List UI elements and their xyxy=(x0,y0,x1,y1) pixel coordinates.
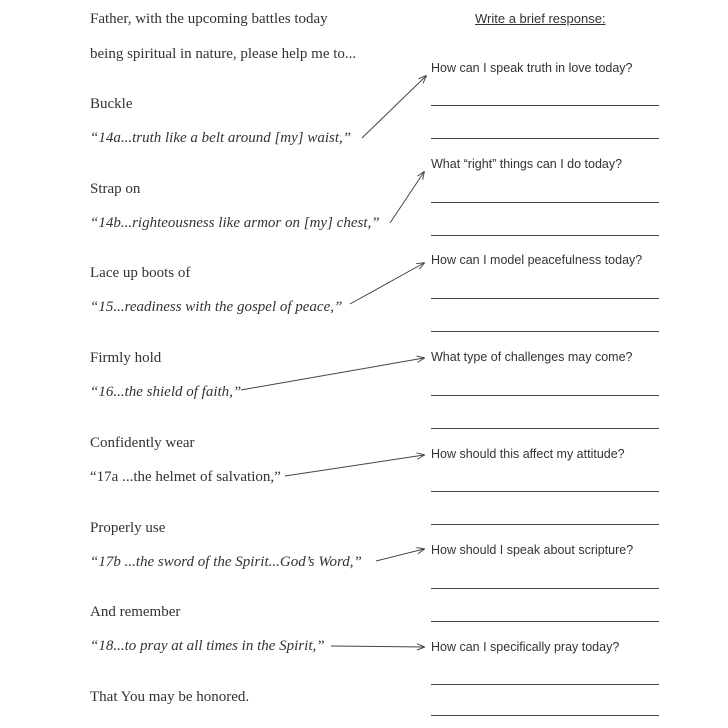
response-line-3b[interactable] xyxy=(431,331,659,332)
verse-16: “16...the shield of faith,” xyxy=(90,384,242,400)
arrow-7 xyxy=(331,646,424,647)
question-3: How can I model peacefulness today? xyxy=(431,253,643,267)
action-strap-on: Strap on xyxy=(90,181,141,197)
response-line-2a[interactable] xyxy=(431,202,659,203)
action-firmly-hold: Firmly hold xyxy=(90,350,162,366)
verse-14b: “14b...righteousness like armor on [my] chest,” xyxy=(90,215,380,231)
response-line-6a[interactable] xyxy=(431,588,659,589)
question-5: How should this affect my attitude? xyxy=(431,447,625,461)
question-1: How can I speak truth in love today? xyxy=(431,61,633,75)
response-line-1a[interactable] xyxy=(431,105,659,106)
response-line-7b[interactable] xyxy=(431,715,659,716)
verse-18: “18...to pray at all times in the Spirit,” xyxy=(90,638,325,654)
response-line-5a[interactable] xyxy=(431,491,659,492)
verse-15: “15...readiness with the gospel of peace,” xyxy=(90,299,343,315)
question-6: How should I speak about scripture? xyxy=(431,543,634,557)
response-heading: Write a brief response: xyxy=(475,11,606,26)
response-line-2b[interactable] xyxy=(431,235,659,236)
arrow-3 xyxy=(350,263,424,304)
question-7: How can I specifically pray today? xyxy=(431,640,620,654)
arrow-6 xyxy=(376,549,424,561)
action-confidently-wear: Confidently wear xyxy=(90,435,195,451)
intro-line-1: Father, with the upcoming battles today xyxy=(90,11,328,27)
response-line-3a[interactable] xyxy=(431,298,659,299)
response-line-5b[interactable] xyxy=(431,524,659,525)
arrow-5 xyxy=(285,455,424,476)
verse-17a: “17a ...the helmet of salvation,” xyxy=(90,469,281,485)
closing-line: That You may be honored. xyxy=(90,689,250,705)
arrow-1 xyxy=(362,76,426,138)
intro-line-2: being spiritual in nature, please help me to... xyxy=(90,46,357,62)
action-buckle: Buckle xyxy=(90,96,133,112)
response-line-7a[interactable] xyxy=(431,684,659,685)
arrow-2 xyxy=(390,172,424,223)
response-line-6b[interactable] xyxy=(431,621,659,622)
question-2: What “right” things can I do today? xyxy=(431,157,623,171)
action-properly-use: Properly use xyxy=(90,520,166,536)
response-line-4b[interactable] xyxy=(431,428,659,429)
response-line-4a[interactable] xyxy=(431,395,659,396)
arrow-4 xyxy=(241,358,424,390)
action-lace-up: Lace up boots of xyxy=(90,265,191,281)
action-and-remember: And remember xyxy=(90,604,181,620)
question-4: What type of challenges may come? xyxy=(431,350,633,364)
verse-17b: “17b ...the sword of the Spirit...God’s Word,” xyxy=(90,554,362,570)
verse-14a: “14a...truth like a belt around [my] waist,” xyxy=(90,130,352,146)
response-line-1b[interactable] xyxy=(431,138,659,139)
